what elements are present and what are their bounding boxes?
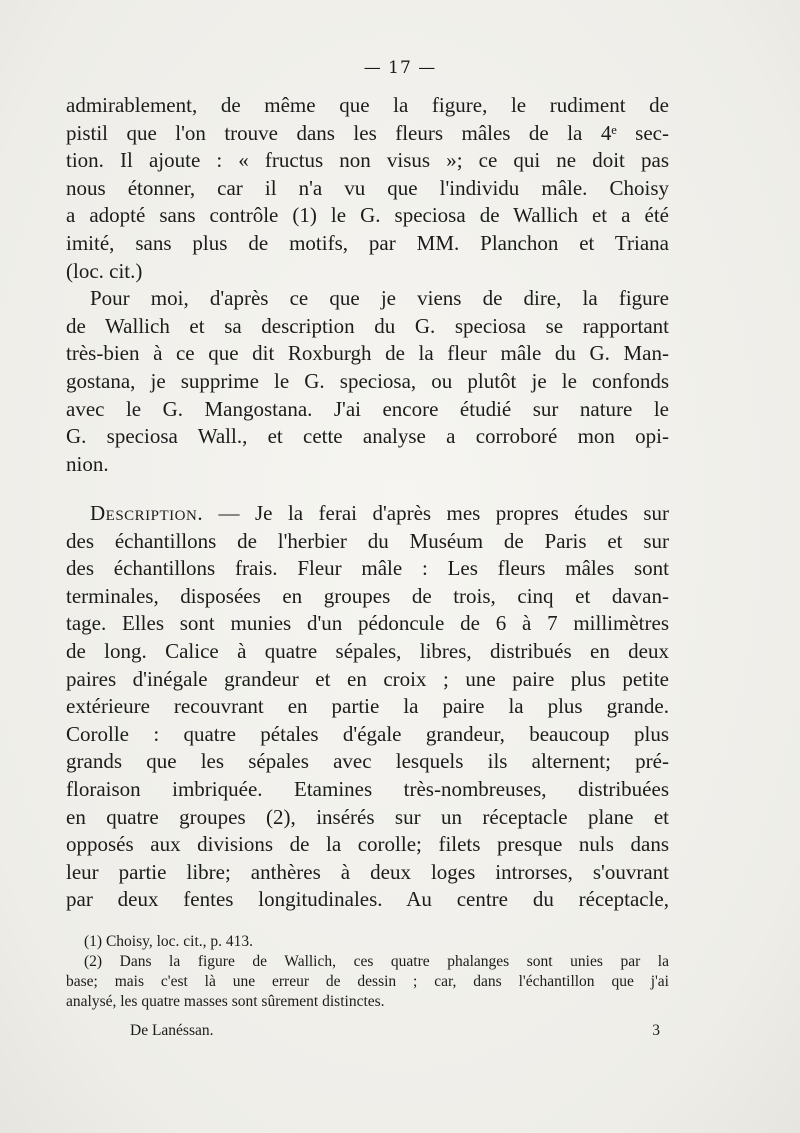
description-first-line: — Je la ferai d'après mes propres études sur <box>218 501 669 525</box>
footnotes <box>66 932 669 1012</box>
text-line: avec le G. Mangostana. J'ai encore étudié sur nature le <box>66 396 669 421</box>
text-line: nous étonner, car il n'a vu que l'individu mâle. Choisy <box>66 175 669 200</box>
description-heading: Description. <box>90 501 204 525</box>
text-line: paires d'inégale grandeur et en croix ; une paire plus petite <box>66 666 669 691</box>
text-line: grands que les sépales avec lesquels ils alternent; pré- <box>66 749 669 774</box>
text-line: par deux fentes longitudinales. Au centre du réceptacle, <box>66 887 669 912</box>
text-line: tion. Il ajoute : « fructus non visus »; ce qui ne doit pas <box>66 148 669 173</box>
footnote-line: (1) Choisy, loc. cit., p. 413. <box>84 933 254 950</box>
text-line: (loc. cit.) <box>66 258 143 283</box>
text-line: en quatre groupes (2), insérés sur un réceptacle plane et <box>66 804 669 829</box>
text-line: opposés aux divisions de la corolle; filets presque nuls dans <box>66 832 669 857</box>
text-line: de long. Calice à quatre sépales, libres, distribués en deux <box>66 638 669 663</box>
text-line: des échantillons de l'herbier du Muséum de Paris et sur <box>66 528 669 553</box>
text-line: imité, sans plus de motifs, par MM. Planchon et Triana <box>66 230 669 255</box>
text-line: gostana, je supprime le G. speciosa, ou plutôt je le confonds <box>66 368 669 393</box>
footnote-line: analysé, les quatre masses sont sûrement distinctes. <box>66 993 385 1010</box>
text-line <box>66 500 669 528</box>
signature-number: 3 <box>652 1022 660 1039</box>
text-line: nion. <box>66 451 109 476</box>
text-line: admirablement, de même que la figure, le rudiment de <box>66 93 669 117</box>
text-line: leur partie libre; anthères à deux loges introrses, s'ouvrant <box>66 859 669 884</box>
footnote-line: (2) Dans la figure de Wallich, ces quatre phalanges sont unies par la <box>84 953 669 970</box>
text-line: des échantillons frais. Fleur mâle : Les fleurs mâles sont <box>66 556 669 581</box>
text-line: Pour moi, d'après ce que je viens de dire, la figure <box>90 286 669 311</box>
text-line: tage. Elles sont munies d'un pédoncule de 6 à 7 millimètres <box>66 611 669 636</box>
signature-line <box>130 1022 660 1040</box>
text-line: G. speciosa Wall., et cette analyse a corroboré mon opi- <box>66 424 669 449</box>
text-line: Corolle : quatre pétales d'égale grandeur, beaucoup plus <box>66 721 669 746</box>
text-line: a adopté sans contrôle (1) le G. speciosa de Wallich et a été <box>66 203 669 228</box>
text-line: extérieure recouvrant en partie la paire la plus grande. <box>66 694 669 719</box>
text-line: floraison imbriquée. Etamines très-nombreuses, distribuées <box>66 776 669 801</box>
text-line: pistil que l'on trouve dans les fleurs mâles de la 4ᵉ sec- <box>66 120 669 145</box>
text-line: de Wallich et sa description du G. speciosa se rapportant <box>66 313 669 338</box>
signature-text: De Lanéssan. <box>130 1022 214 1039</box>
main-text <box>66 92 669 478</box>
text-line: très-bien à ce que dit Roxburgh de la fleur mâle du G. Man- <box>66 341 669 366</box>
description-section <box>66 500 669 914</box>
text-line: terminales, disposées en groupes de trois, cinq et davan- <box>66 583 669 608</box>
footnote-line: base; mais c'est là une erreur de dessin ; car, dans l'échantillon que j'ai <box>66 973 669 990</box>
page-number: — 17 — <box>363 58 437 78</box>
